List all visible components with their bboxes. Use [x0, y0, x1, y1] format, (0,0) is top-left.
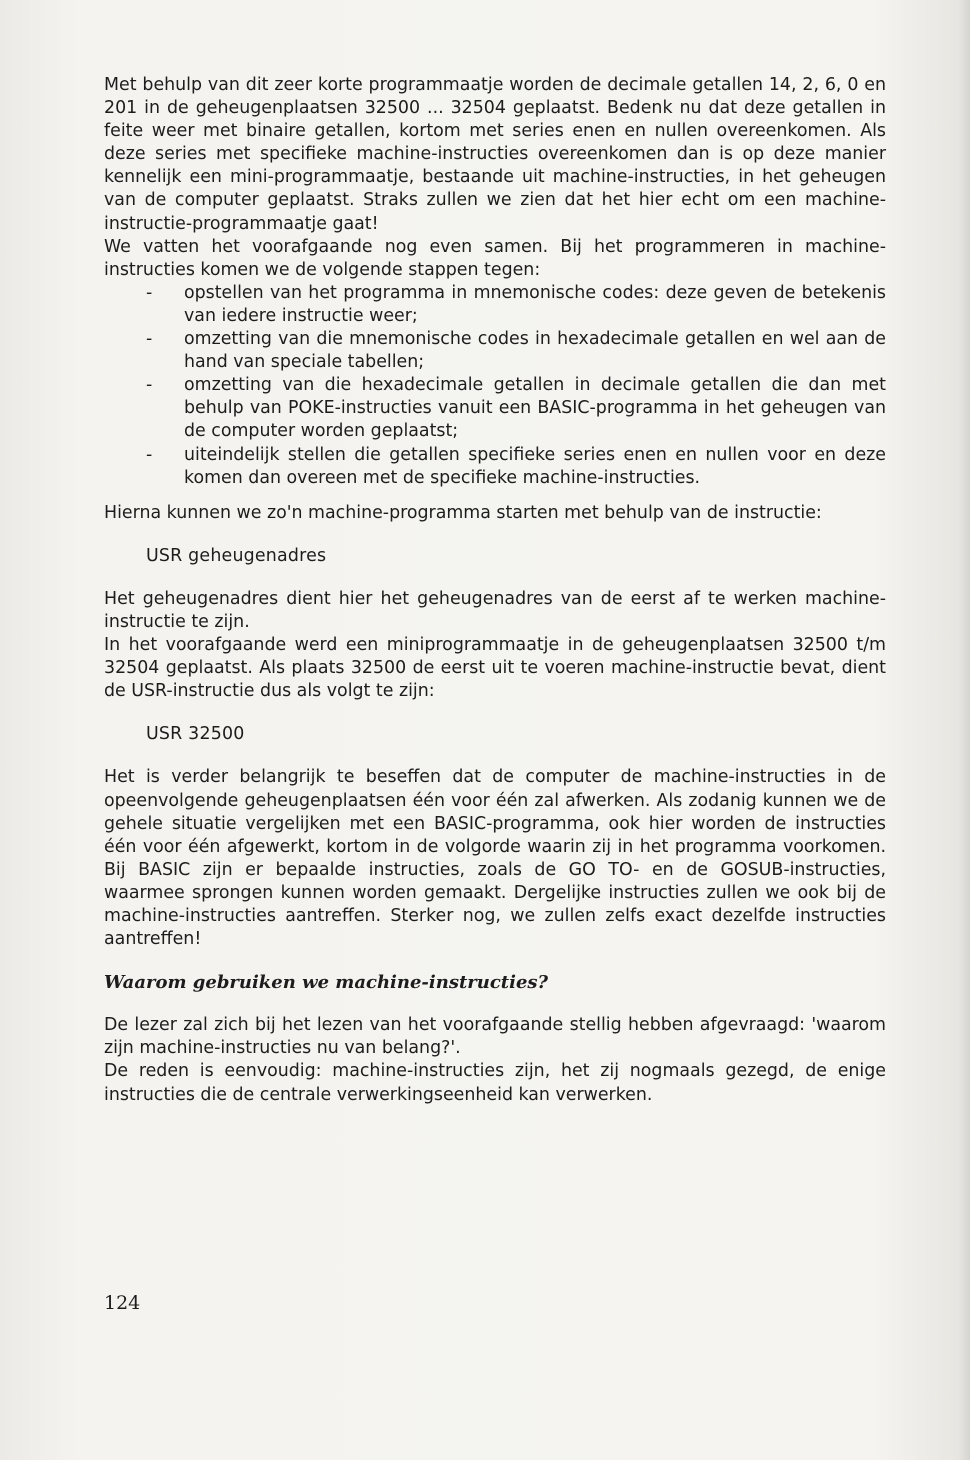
code-usr-address: USR geheugenadres: [146, 545, 327, 566]
page-number: 124: [104, 1292, 141, 1314]
list-item: - opstellen van het programma in mnemonische codes: deze geven de betekenis van iedere instructie weer;: [146, 282, 886, 326]
code-usr-32500: USR 32500: [146, 724, 245, 745]
list-item: - omzetting van die hexadecimale getallen in decimale getallen die dan met behulp van POKE-instructies vanuit een BASIC-programma in het geheugen van de computer worden geplaatst;: [146, 375, 886, 442]
section-heading: Waarom gebruiken we machine-instructies?: [104, 972, 549, 994]
paragraph-reason: De reden is eenvoudig: machine-instructies zijn, het zij nogmaals gezegd, de enige instructies die de centrale verwerkingseenheid kan verwerken.: [104, 1061, 886, 1105]
steps-list: [104, 282, 886, 490]
list-dash: -: [146, 329, 153, 350]
page-body: [104, 74, 886, 1107]
paragraph-example: In het voorafgaande werd een miniprogrammaatje in de geheugenplaatsen 32500 t/m 32504 geplaatst. Als plaats 32500 de eerst uit te voeren machine-instructie bevat, dient de USR-instructie dus als volgt te zijn:: [104, 635, 886, 702]
list-dash: -: [146, 375, 153, 396]
paragraph-sequence: Het is verder belangrijk te beseffen dat de computer de machine-instructies in de opeenvolgende geheugenplaatsen één voor één zal afwerken. Als zodanig kunnen we de gehele situatie vergelijken met een BASIC-programma, ook hier worden de instructies één voor één afgewerkt, kortom in de volgorde waarin zij in het programma voorkomen. Bij BASIC zijn er bepaalde instructies, zoals de GO TO- en de GOSUB-instructies, waarmee sprongen kunnen worden gemaakt. Dergelijke instructies zullen we ook bij de machine-instructies aantreffen. Sterker nog, we zullen zelfs exact dezelfde instructies aantreffen!: [104, 767, 886, 950]
paragraph-question: De lezer zal zich bij het lezen van het voorafgaande stellig hebben afgevraagd: 'waarom zijn machine-instructies nu van belang?'.: [104, 1015, 886, 1059]
paragraph-start: Hierna kunnen we zo'n machine-programma starten met behulp van de instructie:: [104, 502, 822, 523]
paragraph-intro: Met behulp van dit zeer korte programmaatje worden de decimale getallen 14, 2, 6, 0 en 201 in de geheugenplaatsen 32500 ... 32504 geplaatst. Bedenk nu dat deze getallen in feite weer met binaire getallen, kortom met series enen en nullen overeenkomen. Als deze series met specifieke machine-instructies overeenkomen dan is op deze manier kennelijk een mini-programmaatje, bestaande uit machine-instructies, in het geheugen van de computer geplaatst. Straks zullen we zien dat het hier echt om een machine-instructie-programmaatje gaat!: [104, 75, 886, 234]
list-dash: -: [146, 444, 153, 465]
paragraph-address: Het geheugenadres dient hier het geheugenadres van de eerst af te werken machine-instructie te zijn.: [104, 588, 886, 632]
paragraph-summary: We vatten het voorafgaande nog even samen. Bij het programmeren in machine-instructies komen we de volgende stappen tegen:: [104, 236, 886, 280]
page-edge-shadow: [958, 0, 970, 1460]
list-dash: -: [146, 282, 153, 303]
list-item: - omzetting van die mnemonische codes in hexadecimale getallen en wel aan de hand van speciale tabellen;: [146, 329, 886, 373]
list-item: - uiteindelijk stellen die getallen specifieke series enen en nullen voor en deze komen dan overeen met de specifieke machine-instructies.: [146, 444, 886, 488]
